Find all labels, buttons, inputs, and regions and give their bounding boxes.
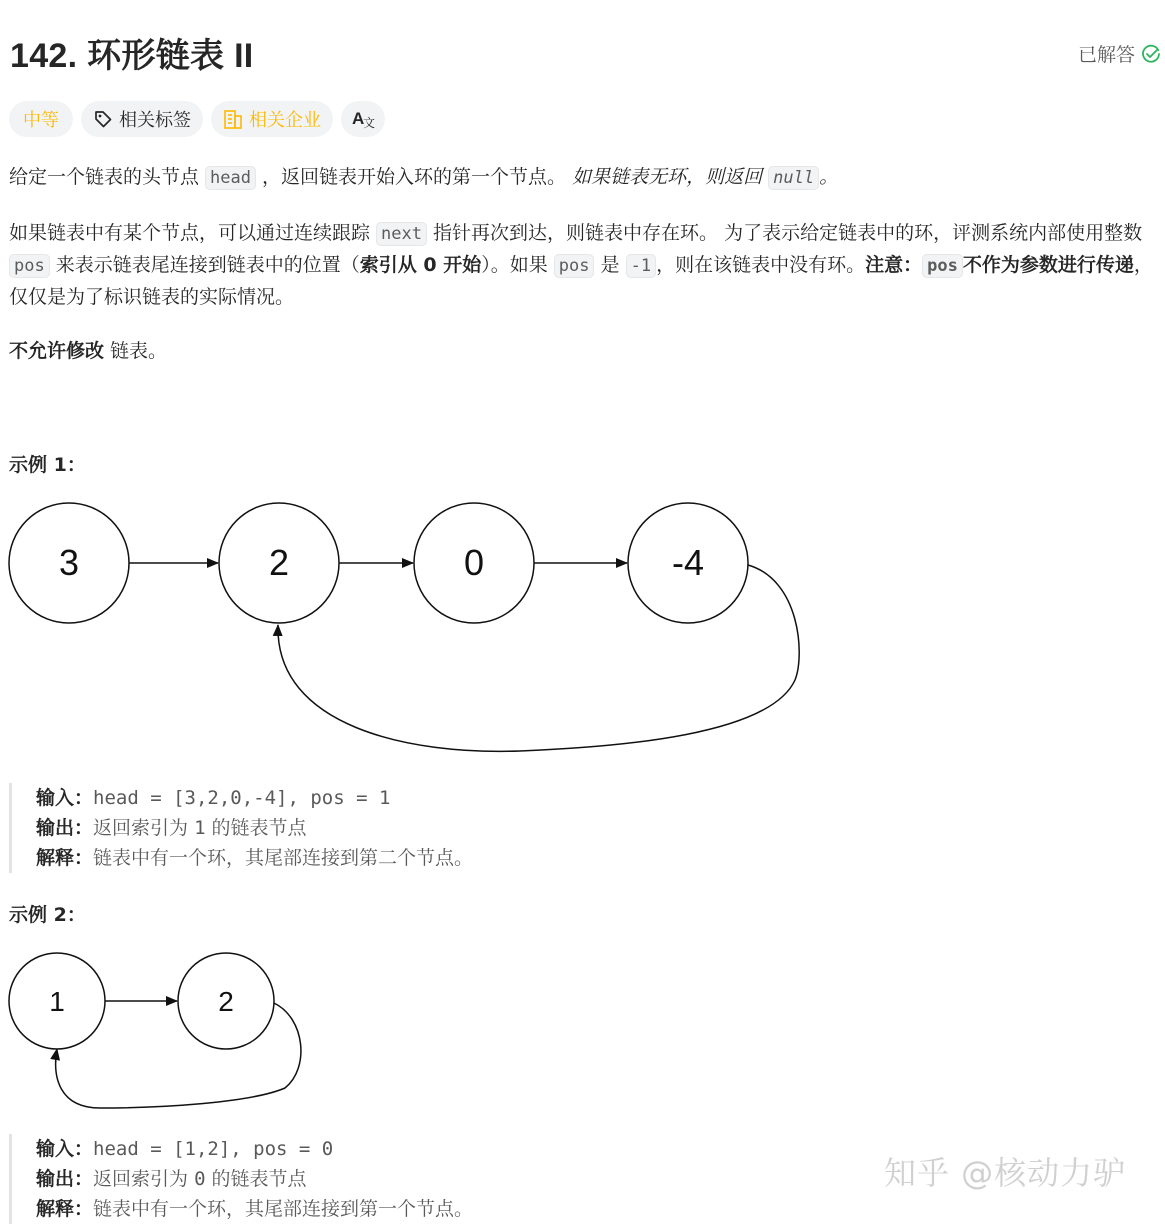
output-label: 输出： [36,817,94,839]
example-explain-row [36,1194,736,1224]
inline-code-head: head [205,166,256,190]
example-2-heading: 示例 2： [9,904,86,926]
check-circle-icon [1141,44,1161,64]
output-text: 返回索引为 [93,817,195,839]
list-node-value: 1 [49,986,65,1017]
output-label: 输出： [36,1168,94,1190]
list-node-value: -4 [671,542,705,583]
description-paragraph-1 [9,162,1154,194]
translate-icon [351,108,375,130]
inline-code-pos: pos [9,254,50,278]
input-value: head = [3,2,0,-4], pos = 1 [93,787,391,809]
input-value: head = [1,2], pos = 0 [93,1138,334,1160]
solved-status[interactable] [1078,40,1161,67]
example-input-row [36,1134,736,1164]
list-node-value: 2 [268,542,290,583]
example-1-io-block [9,783,736,873]
output-index: 0 [194,1168,206,1190]
text: ，返回链表开始入环的第一个节点。 [256,166,573,188]
text: ，则在该链表中没有环。 [656,254,866,276]
explain-value: 链表中有一个环，其尾部连接到第二个节点。 [93,847,474,869]
text: 是 [594,254,626,276]
inline-code-pos: pos [554,254,595,278]
tag-bar [9,101,385,137]
text: 指针再次到达，则链表中存在环。 为了表示给定链表中的环，评测系统内部使用整数 [427,222,1143,244]
text: ）。如果 [481,254,554,276]
solved-label: 已解答 [1077,44,1135,66]
explain-label: 解释： [36,847,94,869]
inline-code-pos: pos [922,254,963,278]
example-1-linked-list-diagram [0,495,820,765]
problem-title: 142. 环形链表 II [10,37,254,75]
text: 如果链表中有某个节点，可以通过连续跟踪 [9,222,377,244]
inline-code-minus-one: -1 [626,254,656,278]
bold-text: 不作为参数进行传递 [962,254,1134,276]
example-2-linked-list-diagram [0,948,320,1118]
output-text: 的链表节点 [205,1168,307,1190]
list-node-value: 2 [218,986,234,1017]
example-1-heading: 示例 1： [9,454,86,476]
building-icon [223,108,243,130]
text: ，仅仅是为了标识链表的实际情况。 [9,254,1153,308]
companies-tag-button[interactable] [211,101,333,137]
example-output-row [36,1164,736,1194]
emphasis-no-cycle [572,166,838,188]
bold-text: 不允许修改 [9,340,105,362]
input-label: 输入： [36,1138,94,1160]
topics-tag-button[interactable] [81,101,203,137]
difficulty-label: 中等 [23,110,59,131]
output-text: 返回索引为 [93,1168,195,1190]
inline-code-next: next [376,222,427,246]
list-node-value: 0 [463,542,485,583]
example-explain-row [36,843,736,873]
explain-value: 链表中有一个环，其尾部连接到第一个节点。 [93,1198,474,1220]
example-input-row [36,783,736,813]
bold-text: 索引从 0 开始 [359,254,482,276]
text: 如果链表无环，则返回 [572,166,769,188]
tag-icon [93,109,113,129]
text: 给定一个链表的头节点 [9,166,206,188]
svg-text:A: A [352,109,365,128]
watermark: 知乎 @核动力驴 [884,1154,1127,1192]
explain-label: 解释： [36,1198,94,1220]
example-2-io-block [9,1134,736,1224]
description-paragraph-2 [9,218,1154,313]
bold-text: 注意： [865,254,923,276]
input-label: 输入： [36,787,94,809]
topics-tag-label: 相关标签 [119,110,191,131]
svg-text:文: 文 [363,116,375,130]
description-paragraph-3 [9,336,1154,367]
list-node-value: 3 [58,542,80,583]
output-index: 1 [194,817,206,839]
text: 来表示链表尾连接到链表中的位置（ [49,254,360,276]
companies-tag-label: 相关企业 [249,110,321,131]
difficulty-tag[interactable] [9,101,73,137]
text: 。 [819,166,839,188]
inline-code-null: null [768,166,819,190]
output-text: 的链表节点 [205,817,307,839]
example-output-row [36,813,736,843]
text: 链表。 [104,340,168,362]
translate-button[interactable] [341,101,385,137]
